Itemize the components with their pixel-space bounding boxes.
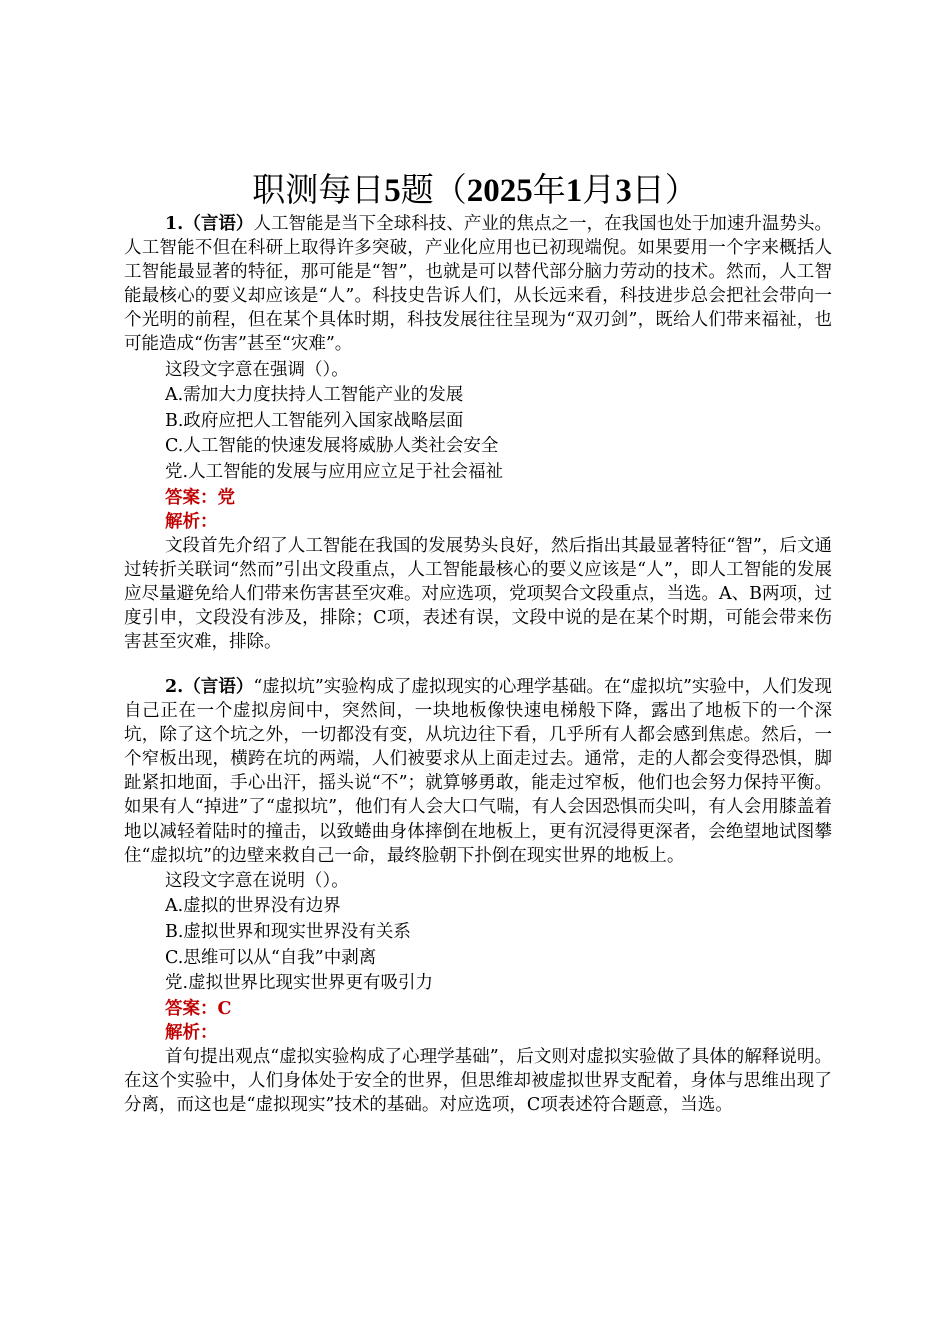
option-a: A.需加大力度扶持人工智能产业的发展 (165, 385, 464, 406)
analysis-text: 首句提出观点“虚拟实验构成了心理学基础”，后文则对虚拟实验做了具体的解释说明。在这个实验中，人们身体处于安全的世界，但思维却被虚拟世界支配着，身体与思维出现了分离，而这也是“虚拟现实”技术的基础。对应选项，C项表述符合题意，当选。 (124, 1046, 832, 1116)
passage-text: “虚拟坑”实验构成了虚拟现实的心理学基础。在“虚拟坑”实验中，人们发现自己正在一个虚拟房间中，突然间，一块地板像快速电梯般下降，露出了地板下的一个深坑，除了这个坑之外，一切都没有变，从坑边往下看，几乎所有人都会感到焦虑。然后，一个窄板出现，横跨在坑的两端，人们被要求从上面走过去。通常，走的人都会变得恐惧，脚趾紧扣地面，手心出汗，摇头说“不”；就算够勇敢，能走过窄板，他们也会努力保持平衡。如果有人“掉进”了“虚拟坑”，他们有人会大口气喘，有人会因恐惧而尖叫，有人会用膝盖着地以减轻着陆时的撞击，以致蜷曲身体摔倒在地板上，更有沉浸得更深者，会绝望地试图攀住“虚拟坑”的边壁来救自己一命，最终脸朝下扑倒在现实世界的地板上。 (124, 677, 832, 866)
option-c: C.思维可以从“自我”中剥离 (165, 947, 377, 968)
title-text: 题（ (400, 170, 467, 209)
question-tag: （言语） (183, 677, 254, 697)
option-a: A.虚拟的世界没有边界 (165, 896, 341, 917)
question-number: 2. (165, 677, 184, 697)
question-passage (124, 675, 832, 868)
question-tag: （言语） (183, 214, 254, 234)
analysis-text: 文段首先介绍了人工智能在我国的发展势头良好，然后指出其最显著特征“智”，后文通过转折关联词“然而”引出文段重点，人工智能最核心的要义应该是“人”，即人工智能的发展应尽量避免给人们带来伤害甚至灾难。对应选项，党项契合文段重点，当选。A、B两项，过度引申，文段没有涉及，排除；C项，表述有误，文段中说的是在某个时期，可能会带来伤害甚至灾难，排除。 (124, 535, 832, 653)
answer-label: 答案：C (165, 998, 232, 1019)
question-passage (124, 212, 832, 357)
title-day: 3 (615, 173, 632, 209)
question-block (124, 675, 832, 1117)
question-prompt: 这段文字意在说明（）。 (165, 870, 349, 891)
option-d: 党.虚拟世界比现实世界更有吸引力 (165, 973, 434, 994)
question-block (124, 212, 832, 654)
title-year: 2025 (466, 173, 533, 209)
question-prompt: 这段文字意在强调（）。 (165, 359, 349, 380)
option-b: B.虚拟世界和现实世界没有关系 (165, 921, 411, 942)
page-title (0, 168, 950, 213)
analysis-label: 解析： (165, 1022, 218, 1043)
option-b: B.政府应把人工智能列入国家战略层面 (165, 410, 464, 431)
title-text: 职测每日 (252, 170, 385, 209)
title-text: 日） (631, 170, 698, 209)
title-number: 5 (384, 173, 401, 209)
passage-text: 人工智能是当下全球科技、产业的焦点之一，在我国也处于加速升温势头。人工智能不但在科研上取得许多突破，产业化应用也已初现端倪。如果要用一个字来概括人工智能最显著的特征，那可能是“智”，也就是可以替代部分脑力劳动的技术。然而，人工智能最核心的要义却应该是“人”。科技史告诉人们，从长远来看，科技进步总会把社会带向一个光明的前程，但在某个具体时期，科技发展往往呈现为“双刃剑”，既给人们带来福祉，也可能造成“伤害”甚至“灾难”。 (124, 214, 833, 355)
question-number: 1. (165, 214, 184, 234)
answer-label: 答案：党 (165, 487, 235, 508)
title-text: 年 (532, 170, 566, 209)
title-text: 月 (582, 170, 616, 209)
title-month: 1 (565, 173, 583, 209)
option-d: 党.人工智能的发展与应用应立足于社会福祉 (165, 461, 504, 482)
option-c: C.人工智能的快速发展将威胁人类社会安全 (165, 436, 499, 457)
analysis-label: 解析： (165, 511, 218, 532)
